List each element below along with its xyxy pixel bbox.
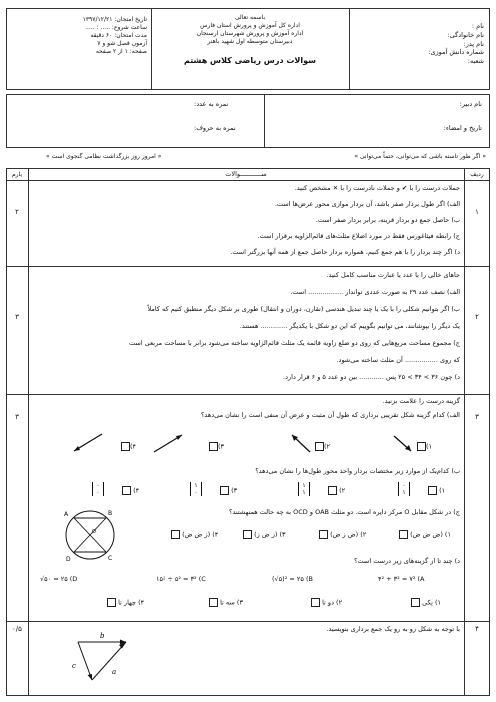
q3b-checkbox-1[interactable] xyxy=(428,486,437,495)
q1-line: د) اگر چند بردار را با هم جمع کنیم، همواره بردار حاصل جمع از همه آنها بزرگتر است. xyxy=(230,248,460,256)
q2-line: د) چون ۳۶ > ۳۴ > ۲۵ پس ............ بین دو عدد ۵ و ۶ قرار دارد. xyxy=(283,373,460,381)
q3b-vector-3: ۱ ۰ xyxy=(190,482,202,496)
start-time: ساعت شروع: ..... : ..... xyxy=(85,24,147,32)
q3d-option-2[interactable]: ۲) دو تا xyxy=(308,598,342,607)
q3d-expr-c: ۱۵⁲ ÷ ۵² = ۳² (C xyxy=(156,575,206,583)
q3a-checkbox-4[interactable] xyxy=(121,442,130,451)
q3b-option-4[interactable]: ۴) ۰ ۰ xyxy=(106,486,139,495)
q4-score: ۰/۵ xyxy=(12,625,22,633)
q3d-text: د) چند تا از گزینه‌های زیر درست است؟ xyxy=(354,557,460,565)
teacher-name-label: نام دبیر: xyxy=(459,100,482,108)
exam-date: تاریخ امتحان: ۱۳۹۷/۱۲/۲۱ xyxy=(82,16,147,23)
class-label: شعبه: xyxy=(467,57,484,66)
vector-triangle-figure xyxy=(64,630,134,692)
score-column-header: بارم xyxy=(11,171,23,178)
q3b-vector-4: ۰ ۰ xyxy=(92,482,104,496)
q3b-checkbox-4[interactable] xyxy=(122,486,131,495)
q3d-option-4[interactable]: ۴) چهار تا xyxy=(104,598,144,607)
exam-title: سوالات درس ریاضی کلاس هشتم xyxy=(184,56,316,66)
basmala: باسمه تعالی xyxy=(234,14,266,21)
q1-body xyxy=(30,184,460,264)
q2-line: یک دیگر را بپوشانند، می توانیم بگوییم که این دو شکل با یکدیگر ............. هستند. xyxy=(239,322,460,330)
q3d-option-3[interactable]: ۳) سه تا xyxy=(206,598,243,607)
vec-b-label: b xyxy=(100,632,105,640)
q1-line: ج) رابطه فیثاغورس فقط در مورد اضلاع مثلث‌های قائم‌الزاویه برقرار است. xyxy=(257,232,460,240)
q3b-option-3[interactable]: ۳) ۱ ۰ xyxy=(204,486,237,495)
point-label-b: B xyxy=(108,510,113,517)
q2-line: که روی ................ آن مثلث ساخته می‌شود. xyxy=(336,356,460,364)
q3d-expr-a: ۴² + ۳² = ۷² (A xyxy=(378,575,425,583)
q4-number: ۴ xyxy=(475,625,479,633)
q3a-arrow-1 xyxy=(392,432,414,454)
q3c-checkbox-3[interactable] xyxy=(243,530,252,539)
q3b-checkbox-3[interactable] xyxy=(220,486,229,495)
q3a-checkbox-1[interactable] xyxy=(417,442,426,451)
q3a-arrow-3 xyxy=(152,432,186,454)
q4-text: با توجه به شکل رو به رو یک جمع برداری بنویسید. xyxy=(326,625,460,633)
date-sign-label: تاریخ و امضاء: xyxy=(443,124,482,132)
vec-a-label: a xyxy=(112,668,117,676)
q3c-option-4[interactable]: ۴) (ز ض ض) xyxy=(168,530,218,539)
circle-figure xyxy=(56,502,132,568)
q3-score: ۳ xyxy=(15,413,19,421)
point-label-o: O xyxy=(92,529,96,535)
q2-number: ۲ xyxy=(475,313,479,321)
q2-body xyxy=(30,271,460,393)
q3b-checkbox-2[interactable] xyxy=(328,486,337,495)
duration: مدت امتحان: ۶۰ دقیقه xyxy=(90,32,147,40)
q3c-option-3[interactable]: ۳) (ز ض ز) xyxy=(240,530,286,539)
school-name: دبیرستان متوسطه اول شهید باهنر xyxy=(207,38,293,46)
q3c-checkbox-4[interactable] xyxy=(171,530,180,539)
q3d-checkbox-4[interactable] xyxy=(107,598,116,607)
q3-number: ۳ xyxy=(475,413,479,421)
q2-line: ب) اگر بتوانیم شکلی را با یک یا چند تبدیل هندسی (تقارن، دوران و انتقال) طوری بر شکل دیگر منطبق کنیم که کاملاً xyxy=(147,305,460,313)
point-label-d: D xyxy=(66,556,71,563)
q3a-option-1[interactable]: ۱) xyxy=(414,442,432,451)
q3a-option-2[interactable]: ۲) xyxy=(312,442,330,451)
point-label-c: C xyxy=(108,555,113,562)
q3b-vector-2: ۱ ۱ xyxy=(298,482,310,496)
family-label: نام خانوادگی: xyxy=(447,30,484,39)
q3a-option-4[interactable]: ۴) xyxy=(118,442,136,451)
q2-line: ج) مجموع مساحت مربع‌هایی که روی دو ضلع زاویه قائمه یک مثلث قائم‌الزاویه ساخته می‌شود برابر با مساحت مربعی است xyxy=(129,339,460,347)
q3a-checkbox-3[interactable] xyxy=(209,442,218,451)
q1-line: ب) حاصل جمع دو بردار قرینه، برابر بردار صفر است. xyxy=(315,216,460,224)
q3-intro: گزینه درست را علامت بزنید. xyxy=(382,397,460,405)
motto-left: « امروز روز بزرگداشت نظامی گنجوی است » xyxy=(46,153,162,160)
q3d-checkbox-3[interactable] xyxy=(209,598,218,607)
student-info xyxy=(354,22,484,66)
q3a-text: الف) کدام گزینه شکل تقریبی برداری که طول آن مثبت و عرض آن منفی است را نشان می‌دهد؟ xyxy=(200,411,460,419)
q3c-checkbox-2[interactable] xyxy=(319,530,328,539)
q3c-option-1[interactable]: ۱) (ض ض ض) xyxy=(396,530,451,539)
page-number: صفحه: ۱ از ۲ صفحه xyxy=(95,48,147,56)
point-label-a: A xyxy=(64,511,69,518)
motto-right: « اگر طور تاسته باشی که می‌توانی، حتماً می‌توانی » xyxy=(354,153,486,160)
org-line-2: اداره آموزش و پرورش شهرستان ارسنجان xyxy=(196,30,304,38)
q2-line: جاهای خالی را با عدد یا عبارت مناسب کامل کنید. xyxy=(326,271,460,279)
q1-line: جملات درست را با ✔ و جملات نادرست را با ✕ مشخص کنید. xyxy=(294,184,460,192)
q3a-option-3[interactable]: ۳) xyxy=(206,442,224,451)
q1-number: ۱ xyxy=(475,208,479,216)
q3d-expr-d: √۵۰ = ۲۵ (D xyxy=(40,575,78,583)
q3a-arrow-2 xyxy=(288,432,312,454)
vec-c-label: c xyxy=(72,662,76,670)
q3d-option-1[interactable]: ۱) یکی xyxy=(408,598,441,607)
exam-page xyxy=(6,8,490,698)
score-number-label: نمره به عدد: xyxy=(194,100,229,108)
q2-score: ۳ xyxy=(15,313,19,321)
q3b-option-2[interactable]: ۲) ۱ ۱ xyxy=(312,486,345,495)
q3d-checkbox-1[interactable] xyxy=(411,598,420,607)
name-label: نام : xyxy=(471,22,484,30)
q1-line: الف) اگر طول بردار صفر باشد، آن بردار موازی محور عرض‌ها است. xyxy=(274,200,460,208)
q3a-arrow-4 xyxy=(70,432,104,454)
exam-chapter: آزمون فصل شو و ۷ xyxy=(97,40,147,48)
student-number-label: شماره دانش آموزی: xyxy=(428,48,484,57)
row-column-header: ردیف xyxy=(470,171,484,178)
q3a-checkbox-2[interactable] xyxy=(315,442,324,451)
header-center xyxy=(152,14,348,67)
q3b-vector-1: ۰ ۱ xyxy=(398,482,410,496)
q3c-text: ج) در شکل مقابل O مرکز دایره است. دو مثلث OAB و OCD به چه حالت همنهشتند؟ xyxy=(229,508,460,516)
q3d-checkbox-2[interactable] xyxy=(311,598,320,607)
q1-score: ۲ xyxy=(15,208,19,216)
q3c-option-2[interactable]: ۲) (ض ز ض) xyxy=(316,530,366,539)
q3c-checkbox-1[interactable] xyxy=(399,530,408,539)
questions-column-header: ســـــــــــوالات xyxy=(225,170,267,178)
father-label: نام پدر: xyxy=(463,39,484,48)
q3d-expr-b: (√۵)² = ۲۵ (B xyxy=(272,575,313,583)
grade-box xyxy=(6,94,490,148)
q3b-option-1[interactable]: ۱) ۰ ۱ xyxy=(412,486,445,495)
exam-info xyxy=(12,16,147,56)
q2-line: الف) نصف عدد ۲۹ به صورت عددی تواندار ................. است. xyxy=(290,288,460,296)
score-letters-label: نمره به حروف: xyxy=(194,124,236,132)
q3b-text: ب) کدام‌یک از موارد زیر مختصات بردار واحد محور طول‌ها را نشان می‌دهد؟ xyxy=(255,467,460,475)
org-line-1: اداره کل آموزش و پرورش استان فارس xyxy=(200,22,300,30)
